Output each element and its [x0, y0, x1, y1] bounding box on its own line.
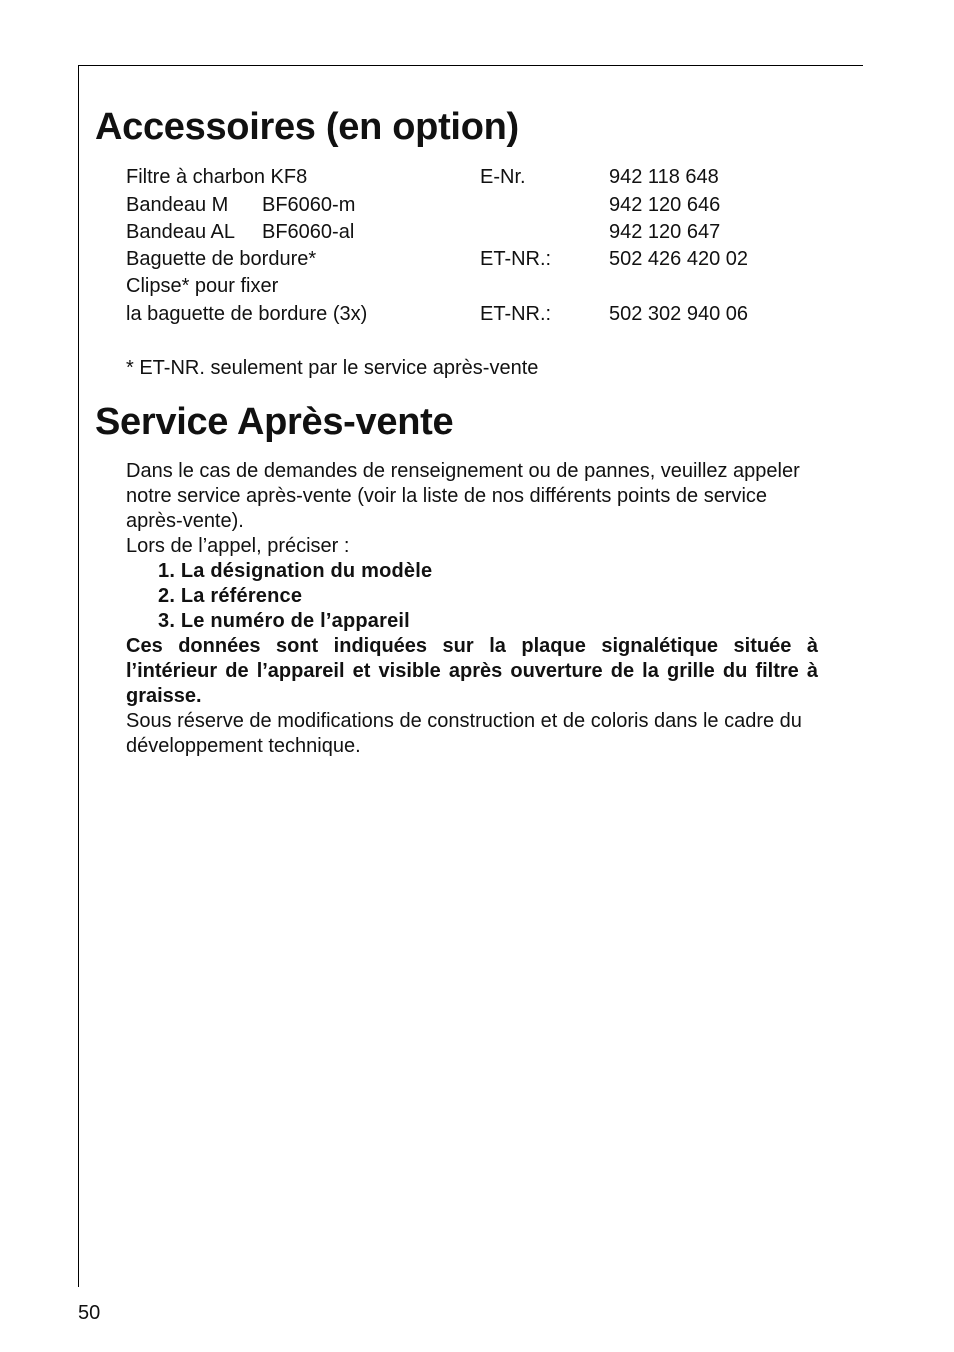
service-heading: Service Après-vente [95, 401, 454, 443]
service-intro: Dans le cas de demandes de renseignement ou de pannes, veuillez appeler notre service après-vente (voir la liste de nos différents points de service après-vente). [126, 460, 800, 532]
accessory-label: Baguette de bordure* [126, 248, 317, 270]
accessory-model: BF6060-al [262, 221, 355, 243]
accessory-enr: E-Nr. [480, 166, 526, 188]
accessory-number: 502 302 940 06 [609, 303, 749, 325]
accessory-enr: ET-NR.: [480, 248, 552, 270]
accessory-number: 942 120 647 [609, 221, 721, 243]
accessory-label: la baguette de bordure (3x) [126, 303, 368, 325]
list-item: 3. Le numéro de l’appareil [158, 610, 410, 632]
accessory-label: Bandeau M [126, 194, 229, 216]
service-bold-note: Ces données sont indiquées sur la plaque signalétique située à l’intérieur de l’appareil et visible après ouverture de la grille du filtre à graisse. [126, 635, 818, 707]
accessory-label: Bandeau AL [126, 221, 235, 243]
left-rule [78, 65, 79, 1287]
accessory-model: BF6060-m [262, 194, 356, 216]
accessory-number: 502 426 420 02 [609, 248, 749, 270]
accessory-number: 942 120 646 [609, 194, 721, 216]
accessory-label: Clipse* pour fixer [126, 275, 279, 297]
accessory-enr: ET-NR.: [480, 303, 552, 325]
service-list [126, 559, 818, 634]
page-number: 50 [78, 1302, 101, 1324]
accessory-label: Filtre à charbon KF8 [126, 166, 308, 188]
list-item: 1. La désignation du modèle [158, 560, 433, 582]
list-item: 2. La référence [158, 585, 303, 607]
accessory-number: 942 118 648 [609, 166, 719, 188]
service-body [126, 459, 818, 759]
top-rule [78, 65, 863, 66]
service-lead: Lors de l’appel, préciser : [126, 535, 350, 557]
service-disclaimer: Sous réserve de modifications de construction et de coloris dans le cadre du développement technique. [126, 710, 802, 757]
accessories-footnote: * ET-NR. seulement par le service après-vente [126, 357, 539, 379]
accessories-heading: Accessoires (en option) [95, 106, 519, 148]
